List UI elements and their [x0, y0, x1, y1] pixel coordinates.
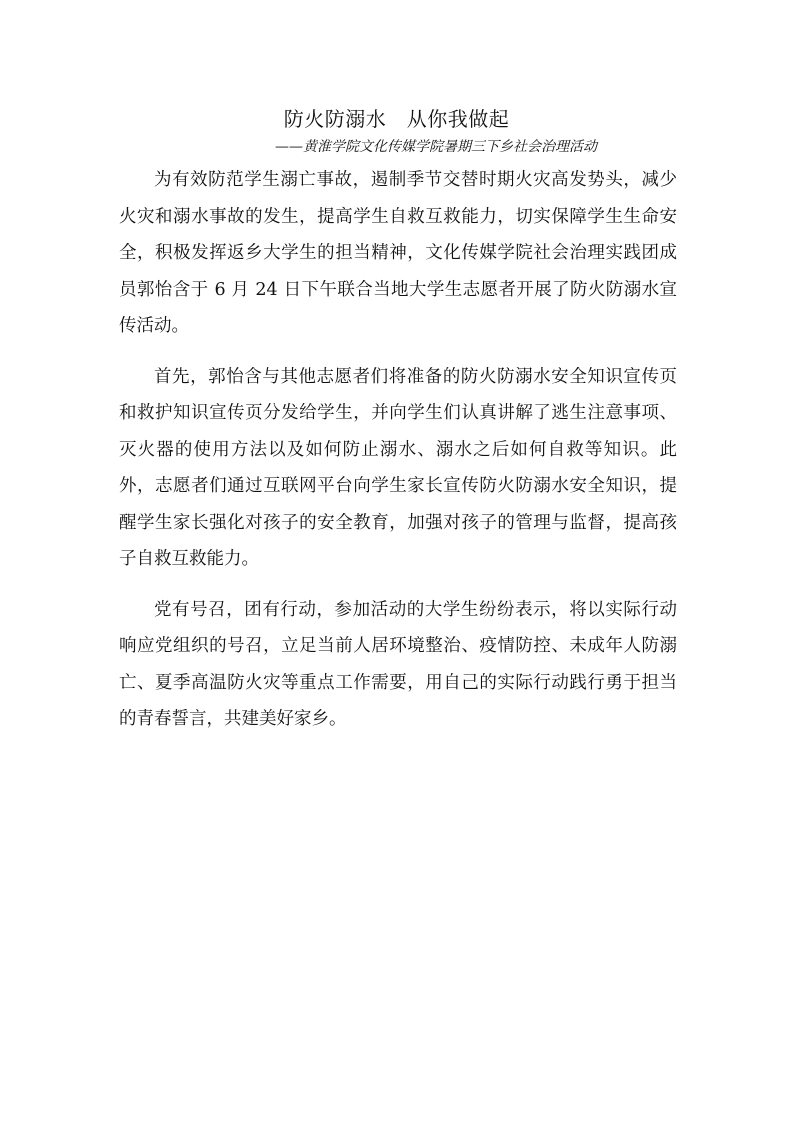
document-subtitle: ——黄淮学院文化传媒学院暑期三下乡社会治理活动	[275, 139, 597, 155]
paragraph-1: 为有效防范学生溺亡事故，遏制季节交替时期火灾高发势头，减少火灾和溺水事故的发生，提高学生自救互救能力，切实保障学生生命安全，积极发挥返乡大学生的担当精神，文化传媒学院社会治理实践团成员郭怡含于 6 月 24 日下午联合当地大学生志愿者开展了防火防溺水宣传活动。	[119, 170, 677, 336]
document-title: 防火防溺水 从你我做起	[283, 107, 510, 131]
paragraph-3: 党有号召，团有行动，参加活动的大学生纷纷表示，将以实际行动响应党组织的号召，立足当前人居环境整治、疫情防控、未成年人防溺亡、夏季高温防火灾等重点工作需要，用自己的实际行动践行勇于担当的青春誓言，共建美好家乡。	[119, 599, 677, 729]
paragraph-2: 首先，郭怡含与其他志愿者们将准备的防火防溺水安全知识宣传页和救护知识宣传页分发给学生，并向学生们认真讲解了逃生注意事项、灭火器的使用方法以及如何防止溺水、溺水之后如何自救等知识。此外，志愿者们通过互联网平台向学生家长宣传防火防溺水安全知识，提醒学生家长强化对孩子的安全教育，加强对孩子的管理与监督，提高孩子自救互救能力。	[119, 366, 677, 569]
document-body	[119, 162, 677, 752]
